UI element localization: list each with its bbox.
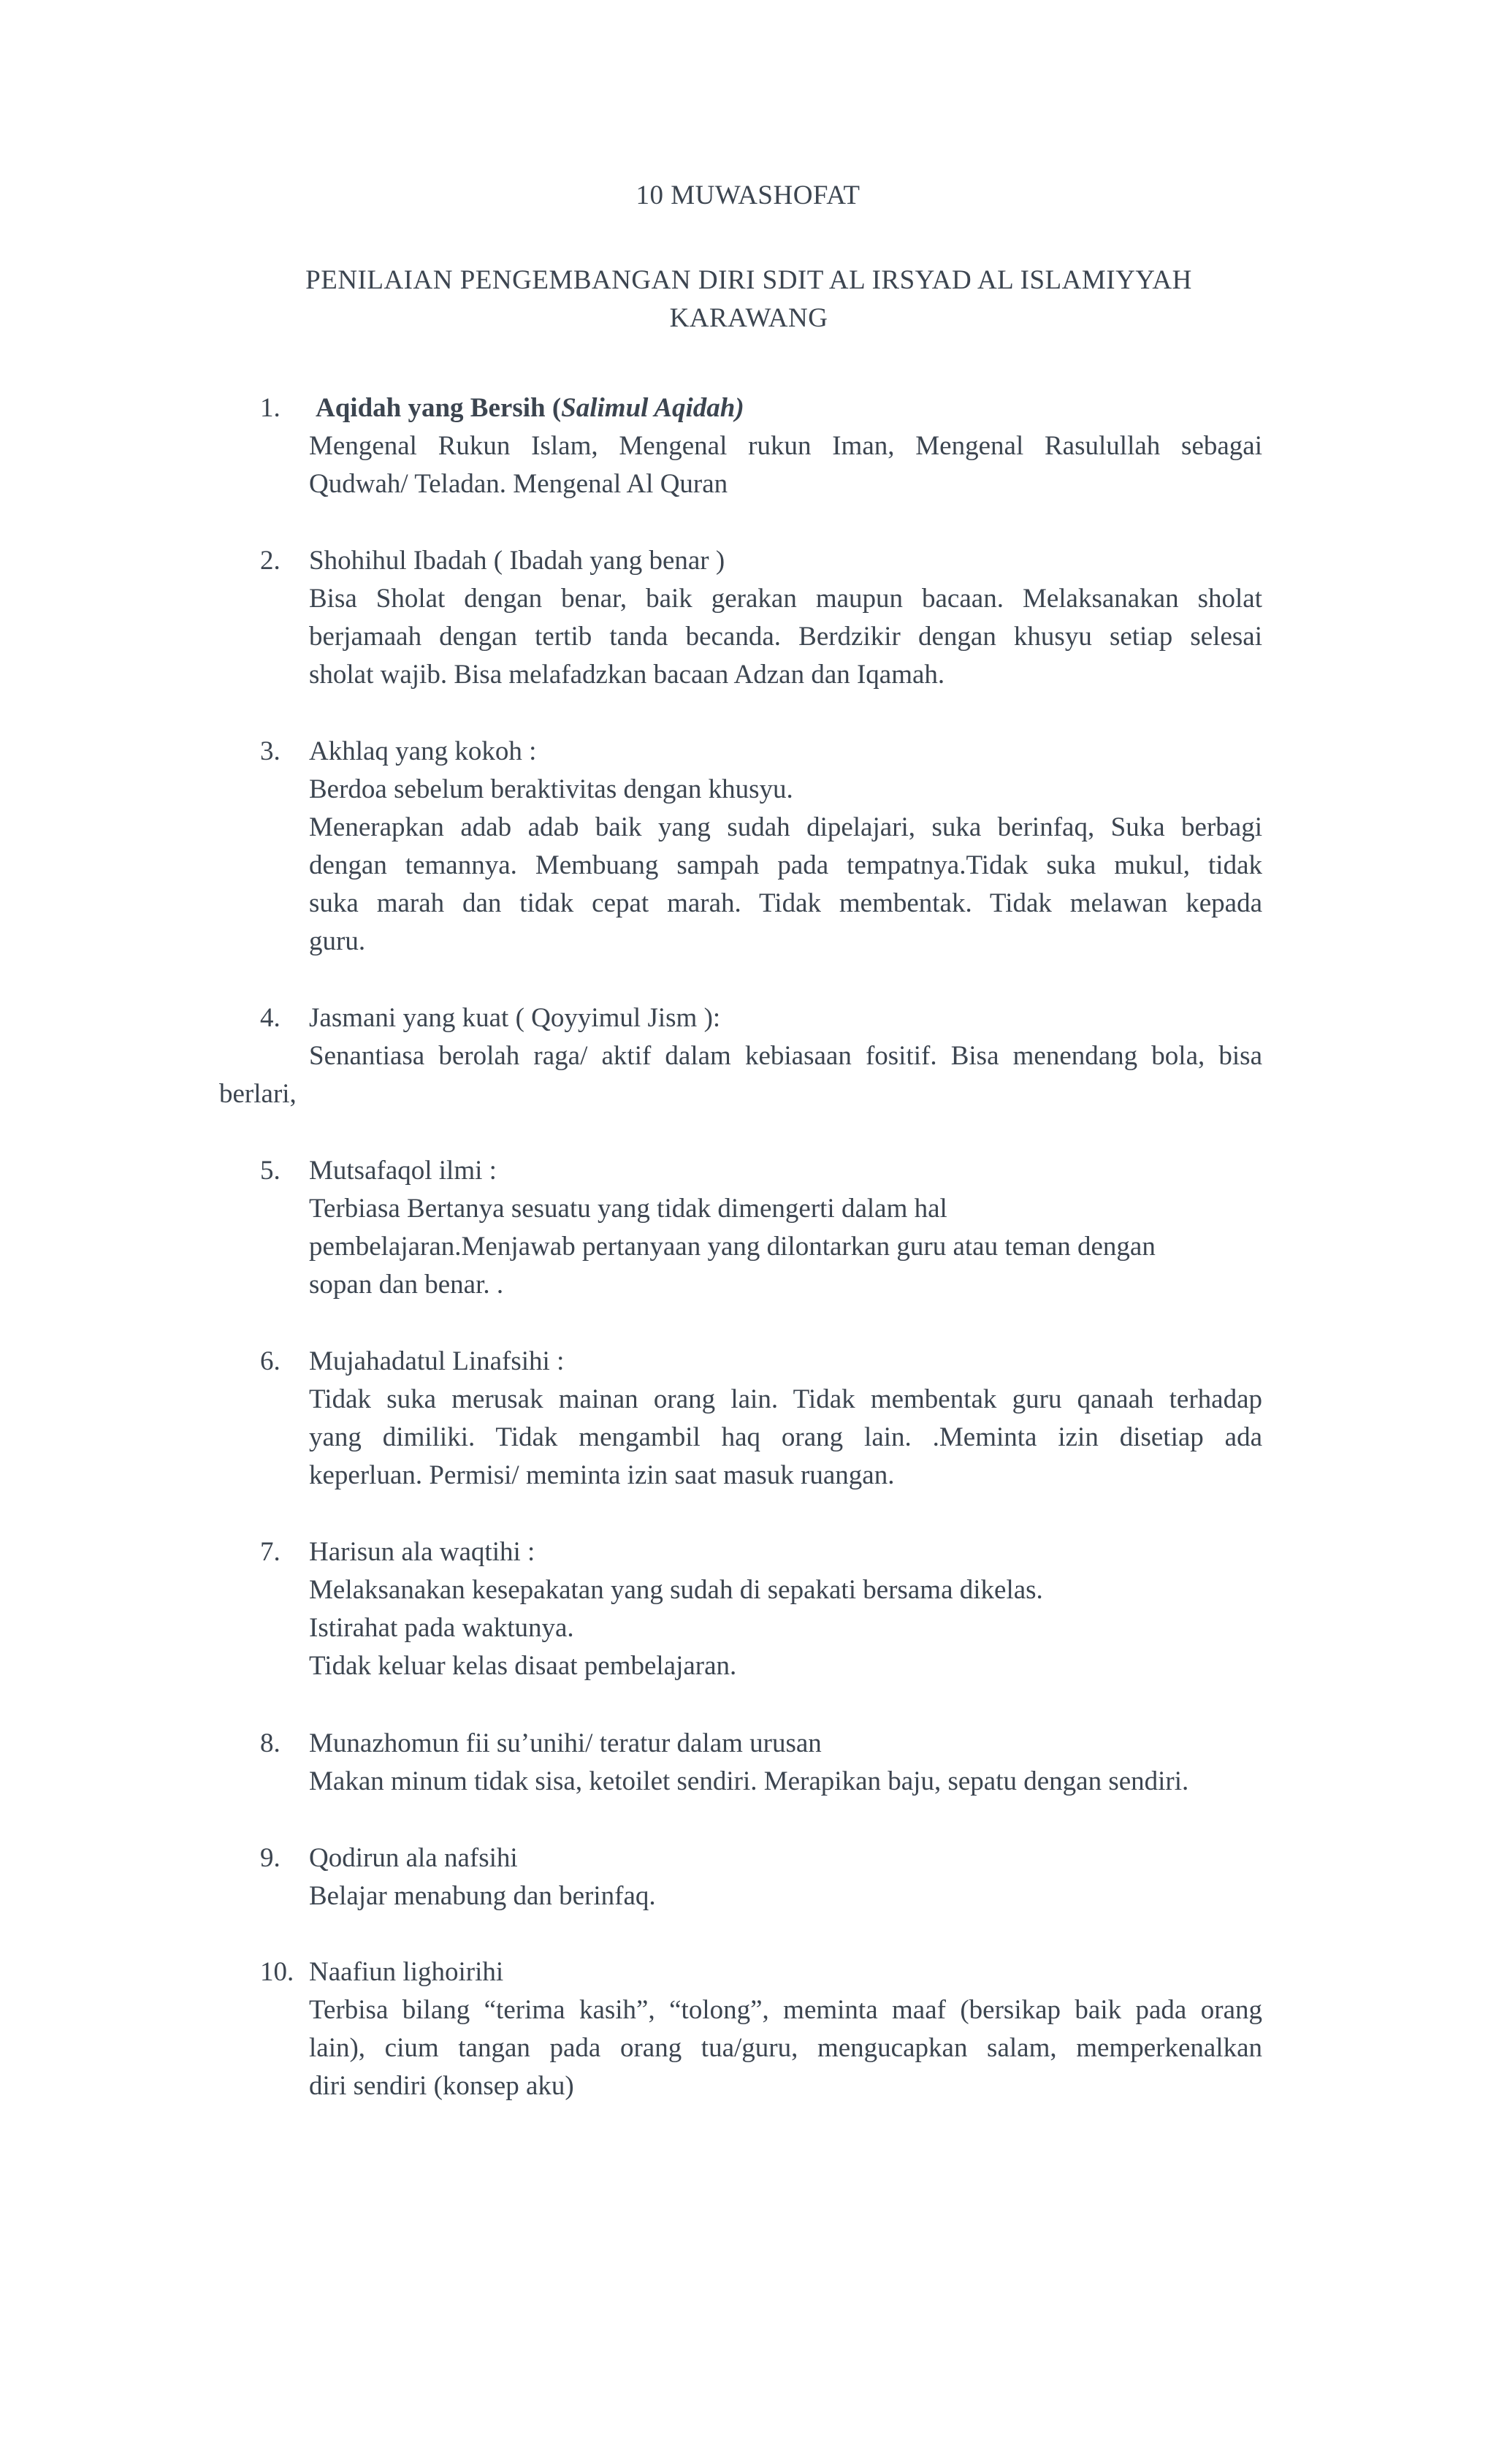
item-heading: Mujahadatul Linafsihi : xyxy=(309,1346,565,1376)
item-line: Mengenal Rukun Islam, Mengenal rukun Iman, Mengenal Rasulullah sebagai xyxy=(309,431,1262,461)
item-number: 5. xyxy=(260,1156,280,1186)
item-heading-text: Aqidah yang Bersih ( xyxy=(316,393,562,423)
item-number: 9. xyxy=(260,1843,280,1873)
item-line: Tidak keluar kelas disaat pembelajaran. xyxy=(309,1651,737,1681)
item-line: sopan dan benar. . xyxy=(309,1270,504,1300)
item-number: 10. xyxy=(260,1957,294,1987)
item-heading: Jasmani yang kuat ( Qoyyimul Jism ): xyxy=(309,1003,721,1033)
item-line: Senantiasa berolah raga/ aktif dalam kebiasaan fositif. Bisa menendang bola, bisa xyxy=(309,1041,1262,1071)
item-number: 7. xyxy=(260,1537,280,1567)
item-body xyxy=(309,1571,1262,1685)
item-heading-italic: Salimul Aqidah) xyxy=(561,393,744,423)
item-number: 2. xyxy=(260,546,280,576)
item-line: Berdoa sebelum beraktivitas dengan khusyu. xyxy=(309,774,793,804)
item-body xyxy=(219,1037,1262,1113)
item-line: Terbisa bilang “terima kasih”, “tolong”, meminta maaf (bersikap baik pada orang xyxy=(309,1995,1262,2025)
item-heading: Harisun ala waqtihi : xyxy=(309,1537,535,1567)
item-body xyxy=(309,1991,1262,2105)
item-heading: Munazhomun fii su’unihi/ teratur dalam urusan xyxy=(309,1728,822,1758)
item-line: Terbiasa Bertanya sesuatu yang tidak dimengerti dalam hal xyxy=(309,1194,947,1224)
item-number: 6. xyxy=(260,1346,280,1376)
item-line: Bisa Sholat dengan benar, baik gerakan maupun bacaan. Melaksanakan sholat xyxy=(309,584,1262,614)
item-line: Istirahat pada waktunya. xyxy=(309,1613,574,1643)
item-line: sholat wajib. Bisa melafadzkan bacaan Adzan dan Iqamah. xyxy=(309,660,945,690)
item-heading: Mutsafaqol ilmi : xyxy=(309,1156,497,1186)
item-line: guru. xyxy=(309,926,366,956)
item-heading xyxy=(316,389,744,427)
item-line: diri sendiri (konsep aku) xyxy=(309,2071,574,2101)
item-number: 1. xyxy=(260,393,280,423)
item-heading: Akhlaq yang kokoh : xyxy=(309,736,537,766)
item-line: Melaksanakan kesepakatan yang sudah di sepakati bersama dikelas. xyxy=(309,1575,1043,1605)
item-body xyxy=(309,771,1262,961)
document-subtitle xyxy=(263,262,1234,337)
item-body xyxy=(309,427,1262,503)
item-line: suka marah dan tidak cepat marah. Tidak membentak. Tidak melawan kepada xyxy=(309,888,1262,918)
item-body xyxy=(309,1877,1262,1915)
item-line: Makan minum tidak sisa, ketoilet sendiri. Merapikan baju, sepatu dengan sendiri. xyxy=(309,1766,1189,1796)
item-heading: Shohihul Ibadah ( Ibadah yang benar ) xyxy=(309,546,725,576)
document-title: 10 MUWASHOFAT xyxy=(636,180,860,210)
item-line: dengan temannya. Membuang sampah pada tempatnya.Tidak suka mukul, tidak xyxy=(309,850,1262,880)
item-line: lain), cium tangan pada orang tua/guru, mengucapkan salam, memperkenalkan xyxy=(309,2033,1262,2063)
item-body xyxy=(309,1763,1262,1801)
item-heading: Qodirun ala nafsihi xyxy=(309,1843,518,1873)
item-line: Qudwah/ Teladan. Mengenal Al Quran xyxy=(309,469,728,499)
item-line: pembelajaran.Menjawab pertanyaan yang dilontarkan guru atau teman dengan xyxy=(309,1232,1156,1262)
item-line: berjamaah dengan tertib tanda becanda. Berdzikir dengan khusyu setiap selesai xyxy=(309,622,1262,652)
item-body xyxy=(309,1381,1262,1495)
item-line: Menerapkan adab adab baik yang sudah dipelajari, suka berinfaq, Suka berbagi xyxy=(309,812,1262,842)
subtitle-line-2: KARAWANG xyxy=(669,303,828,333)
item-number: 3. xyxy=(260,736,280,766)
item-line: yang dimiliki. Tidak mengambil haq orang lain. .Meminta izin disetiap ada xyxy=(309,1422,1262,1452)
item-number: 8. xyxy=(260,1728,280,1758)
item-body xyxy=(309,580,1262,694)
item-heading: Naafiun lighoirihi xyxy=(309,1957,504,1987)
subtitle-line-1: PENILAIAN PENGEMBANGAN DIRI SDIT AL IRSYAD AL ISLAMIYYAH xyxy=(305,265,1192,295)
item-line: berlari, xyxy=(219,1079,297,1109)
item-line: Tidak suka merusak mainan orang lain. Tidak membentak guru qanaah terhadap xyxy=(309,1384,1262,1414)
item-number: 4. xyxy=(260,1003,280,1033)
item-line: Belajar menabung dan berinfaq. xyxy=(309,1881,656,1911)
item-line: keperluan. Permisi/ meminta izin saat masuk ruangan. xyxy=(309,1460,895,1490)
item-body xyxy=(309,1190,1262,1304)
